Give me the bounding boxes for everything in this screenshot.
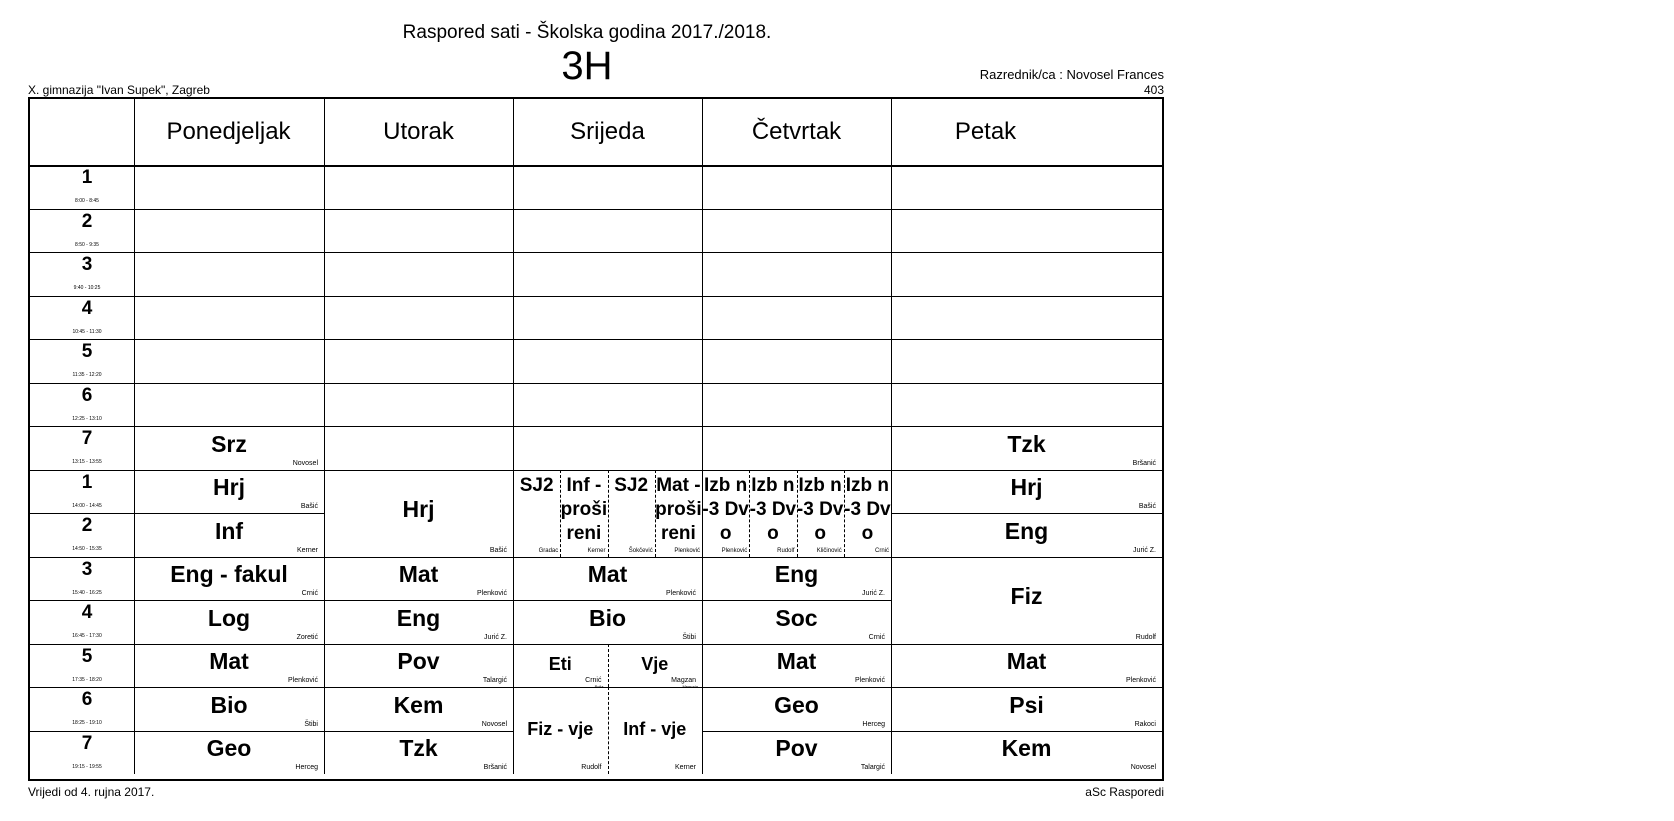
subject: Tzk xyxy=(399,735,438,762)
lesson-cell xyxy=(513,644,608,688)
teacher: Plenković xyxy=(1126,677,1156,684)
lesson-cell xyxy=(324,687,513,731)
row-divider xyxy=(30,557,134,558)
lesson-cell xyxy=(797,470,844,557)
teacher: Bršanić xyxy=(483,764,507,771)
teacher: Kerner xyxy=(587,547,606,554)
period-number: 6 xyxy=(81,384,93,406)
row-divider xyxy=(30,296,134,297)
row-divider xyxy=(30,470,134,471)
lesson-cell xyxy=(702,470,749,557)
row-divider xyxy=(891,252,1162,253)
row-divider xyxy=(134,339,324,340)
lesson-cell xyxy=(324,600,513,644)
teacher: Štibi xyxy=(682,633,696,641)
subject: Hrj xyxy=(213,474,245,501)
subject: SJ2 xyxy=(614,474,649,496)
lesson-cell xyxy=(513,557,702,601)
lesson-cell xyxy=(134,687,324,731)
subject: Fiz xyxy=(1010,583,1043,609)
day-header-wednesday: Srijeda xyxy=(570,118,645,145)
teacher: Talargić xyxy=(860,764,885,771)
row-divider xyxy=(30,209,134,210)
valid-from: Vrijedi od 4. rujna 2017. xyxy=(28,785,155,799)
period-number: 1 xyxy=(81,167,93,188)
row-divider xyxy=(513,252,702,253)
period-time: 12:25 - 13:10 xyxy=(72,415,102,422)
subject: Geo xyxy=(206,735,252,762)
period-time: 16:45 - 17:30 xyxy=(72,633,102,639)
row-divider xyxy=(513,296,702,297)
row-divider xyxy=(324,252,513,253)
teacher: Bašić xyxy=(1138,503,1156,510)
row-divider xyxy=(324,426,513,427)
lesson-cell xyxy=(134,513,324,557)
subject: Kem xyxy=(393,691,444,718)
lesson-cell xyxy=(891,426,1162,470)
row-divider xyxy=(30,339,134,340)
lesson-cell xyxy=(608,470,655,557)
row-divider xyxy=(30,252,134,253)
lesson-cell xyxy=(891,513,1162,557)
subject: Psi xyxy=(1009,691,1044,718)
lesson-cell xyxy=(608,644,703,688)
teacher: Novosel xyxy=(481,720,507,728)
period-number: 3 xyxy=(81,254,93,275)
teacher: Kerner xyxy=(296,546,318,554)
period-time: 8:00 - 8:45 xyxy=(75,198,99,204)
subject: Bio xyxy=(210,691,248,718)
teacher: Rudolf xyxy=(777,547,795,554)
subject: Izb n-3 Dvo xyxy=(796,474,844,544)
row-divider xyxy=(134,383,324,384)
subject: Mat xyxy=(776,648,817,675)
subject: Fiz - vje xyxy=(527,718,594,739)
lesson-cell xyxy=(655,470,702,557)
period-time: 18:25 - 19:10 xyxy=(72,720,102,726)
subject: SJ2 xyxy=(519,474,554,496)
subject: Kem xyxy=(1001,735,1052,762)
teacher: Bršanić xyxy=(1132,459,1156,467)
teacher: Herceg xyxy=(295,764,318,771)
headteacher: Razrednik/ca : Novosel Frances xyxy=(979,67,1164,82)
row-divider xyxy=(702,383,891,384)
teacher: Novosel xyxy=(292,459,318,467)
lesson-cell xyxy=(702,644,891,688)
row-divider xyxy=(702,339,891,340)
lesson-cell xyxy=(134,557,324,601)
teacher: Herceg xyxy=(862,720,885,728)
row-divider xyxy=(702,426,891,427)
subject: Inf - prošireni xyxy=(560,474,608,544)
subject: Inf - vje xyxy=(623,718,687,739)
lesson-cell xyxy=(324,470,513,557)
teacher: Gradac xyxy=(538,547,559,554)
subject: Bio xyxy=(588,604,627,631)
day-header-friday: Petak xyxy=(954,118,1017,145)
teacher: Magzan xyxy=(671,677,696,684)
period-number: 4 xyxy=(81,602,93,623)
period-number: 1 xyxy=(81,471,93,493)
period-number: 4 xyxy=(81,297,93,319)
lesson-cell xyxy=(324,557,513,601)
row-divider xyxy=(324,296,513,297)
period-time: 15:40 - 16:25 xyxy=(72,589,102,596)
day-header-tuesday: Utorak xyxy=(383,118,454,145)
subject: Hrj xyxy=(402,496,435,522)
period-number: 7 xyxy=(81,732,93,754)
teacher: Jurić Z. xyxy=(1133,546,1156,554)
period-time: 8:50 - 9:35 xyxy=(75,241,99,248)
subject: Izb n-3 Dvo xyxy=(844,474,891,544)
header-divider xyxy=(30,165,1162,167)
teacher: Bašić xyxy=(489,546,507,554)
lesson-cell xyxy=(702,731,891,775)
lesson-cell xyxy=(324,644,513,688)
row-divider xyxy=(30,513,134,514)
subject: Mat xyxy=(398,561,439,588)
period-number: 3 xyxy=(81,558,93,580)
subject: Mat xyxy=(209,648,249,675)
teacher: Plenković xyxy=(674,547,700,554)
group-label: Poila xyxy=(594,684,604,689)
lesson-cell xyxy=(891,470,1162,514)
teacher: Jurić Z. xyxy=(484,633,507,641)
period-number: 7 xyxy=(81,428,93,449)
subject: Hrj xyxy=(1010,474,1043,501)
lesson-cell xyxy=(749,470,796,557)
row-divider xyxy=(134,209,324,210)
subject: Soc xyxy=(775,604,818,631)
lesson-cell xyxy=(134,470,324,514)
teacher: Štibi xyxy=(304,720,318,728)
teacher: Crnić xyxy=(585,677,602,684)
subject: Eti xyxy=(548,653,572,674)
lesson-cell xyxy=(134,600,324,644)
day-header-monday: Ponedjeljak xyxy=(166,118,291,145)
subject: Pov xyxy=(775,735,818,762)
subject: Mat xyxy=(1006,648,1047,675)
subject: Eng xyxy=(396,604,441,631)
group-label: Memoria xyxy=(682,684,698,689)
row-divider xyxy=(30,383,134,384)
period-number: 2 xyxy=(81,210,93,232)
subject: Inf xyxy=(214,517,244,544)
teacher: Plenković xyxy=(666,590,696,597)
row-divider xyxy=(513,426,702,427)
room-number: 403 xyxy=(1143,83,1164,97)
teacher: Zoretić xyxy=(296,633,318,641)
period-time: 11:35 - 12:20 xyxy=(72,372,102,378)
row-divider xyxy=(513,209,702,210)
school-name: X. gimnazija "Ivan Supek", Zagreb xyxy=(28,83,210,97)
row-divider xyxy=(30,731,134,732)
subject: Izb n-3 Dvo xyxy=(749,474,797,544)
teacher: Plenković xyxy=(477,590,507,597)
period-time: 10:45 - 11:30 xyxy=(72,328,102,335)
row-divider xyxy=(30,600,134,601)
teacher: Kerner xyxy=(674,764,696,771)
row-divider xyxy=(513,383,702,384)
period-time: 14:00 - 14:45 xyxy=(72,502,102,509)
row-divider xyxy=(30,687,134,688)
teacher: Jurić Z. xyxy=(862,590,885,597)
subject: Vje xyxy=(641,653,669,674)
row-divider xyxy=(891,383,1162,384)
subject: Log xyxy=(207,604,251,631)
teacher: Kličinović xyxy=(816,547,842,554)
teacher: Rakoci xyxy=(1134,720,1156,728)
teacher: Novosel xyxy=(1130,764,1156,771)
day-header-thursday: Četvrtak xyxy=(751,118,842,145)
lesson-cell xyxy=(702,600,891,644)
row-divider xyxy=(891,209,1162,210)
period-number: 2 xyxy=(81,515,93,536)
period-time: 17:35 - 18:20 xyxy=(72,676,102,683)
row-divider xyxy=(134,296,324,297)
row-divider xyxy=(702,209,891,210)
teacher: Šokčević xyxy=(628,547,653,554)
lesson-cell xyxy=(513,687,608,774)
class-name: 3H xyxy=(561,44,613,88)
teacher: Crnić xyxy=(868,633,885,641)
row-divider xyxy=(702,252,891,253)
subject: Tzk xyxy=(1007,430,1046,457)
subject: Eng xyxy=(774,561,819,588)
period-time: 9:40 - 10:25 xyxy=(73,285,101,291)
timetable-grid xyxy=(28,97,1164,781)
teacher: Crnić xyxy=(301,590,318,597)
lesson-cell xyxy=(702,557,891,601)
row-divider xyxy=(30,426,134,427)
period-time: 19:15 - 19:55 xyxy=(72,763,102,770)
subject: Mat - prošireni xyxy=(655,474,702,544)
period-time: 13:15 - 13:55 xyxy=(72,459,102,465)
teacher: Crnić xyxy=(874,547,889,554)
period-number: 5 xyxy=(81,341,93,362)
row-divider xyxy=(513,339,702,340)
teacher: Rudolf xyxy=(1135,633,1156,641)
subject: Eng - fakul xyxy=(170,561,288,588)
period-number: 5 xyxy=(81,645,93,667)
row-divider xyxy=(30,644,134,645)
row-divider xyxy=(324,209,513,210)
lesson-cell xyxy=(608,687,703,774)
subject: Geo xyxy=(774,691,819,718)
lesson-cell xyxy=(844,470,891,557)
lesson-cell xyxy=(134,731,324,775)
lesson-cell xyxy=(891,731,1162,775)
subject: Pov xyxy=(397,648,440,675)
row-divider xyxy=(134,252,324,253)
lesson-cell xyxy=(560,470,607,557)
teacher: Bašić xyxy=(300,503,318,510)
period-time: 14:50 - 15:35 xyxy=(72,546,102,552)
teacher: Plenković xyxy=(288,677,318,684)
lesson-cell xyxy=(891,687,1162,731)
lesson-cell xyxy=(134,426,324,470)
lesson-cell xyxy=(702,687,891,731)
teacher: Plenković xyxy=(855,677,885,684)
lesson-cell xyxy=(513,470,560,557)
subject: Mat xyxy=(587,561,628,588)
timetable-title: Raspored sati - Školska godina 2017./2018. xyxy=(402,22,772,43)
row-divider xyxy=(324,383,513,384)
teacher: Rudolf xyxy=(581,764,602,771)
teacher: Talargić xyxy=(482,677,507,684)
software-credit: aSc Rasporedi xyxy=(1085,785,1164,799)
lesson-cell xyxy=(513,600,702,644)
subject: Izb n-3 Dvo xyxy=(702,474,749,544)
period-number: 6 xyxy=(81,689,93,710)
row-divider xyxy=(891,339,1162,340)
teacher: Plenković xyxy=(721,547,748,554)
subject: Eng xyxy=(1004,517,1049,544)
row-divider xyxy=(891,296,1162,297)
row-divider xyxy=(702,296,891,297)
lesson-cell xyxy=(891,557,1162,644)
subject: Srz xyxy=(211,430,247,457)
row-divider xyxy=(324,339,513,340)
lesson-cell xyxy=(134,644,324,688)
lesson-cell xyxy=(891,644,1162,688)
lesson-cell xyxy=(324,731,513,775)
